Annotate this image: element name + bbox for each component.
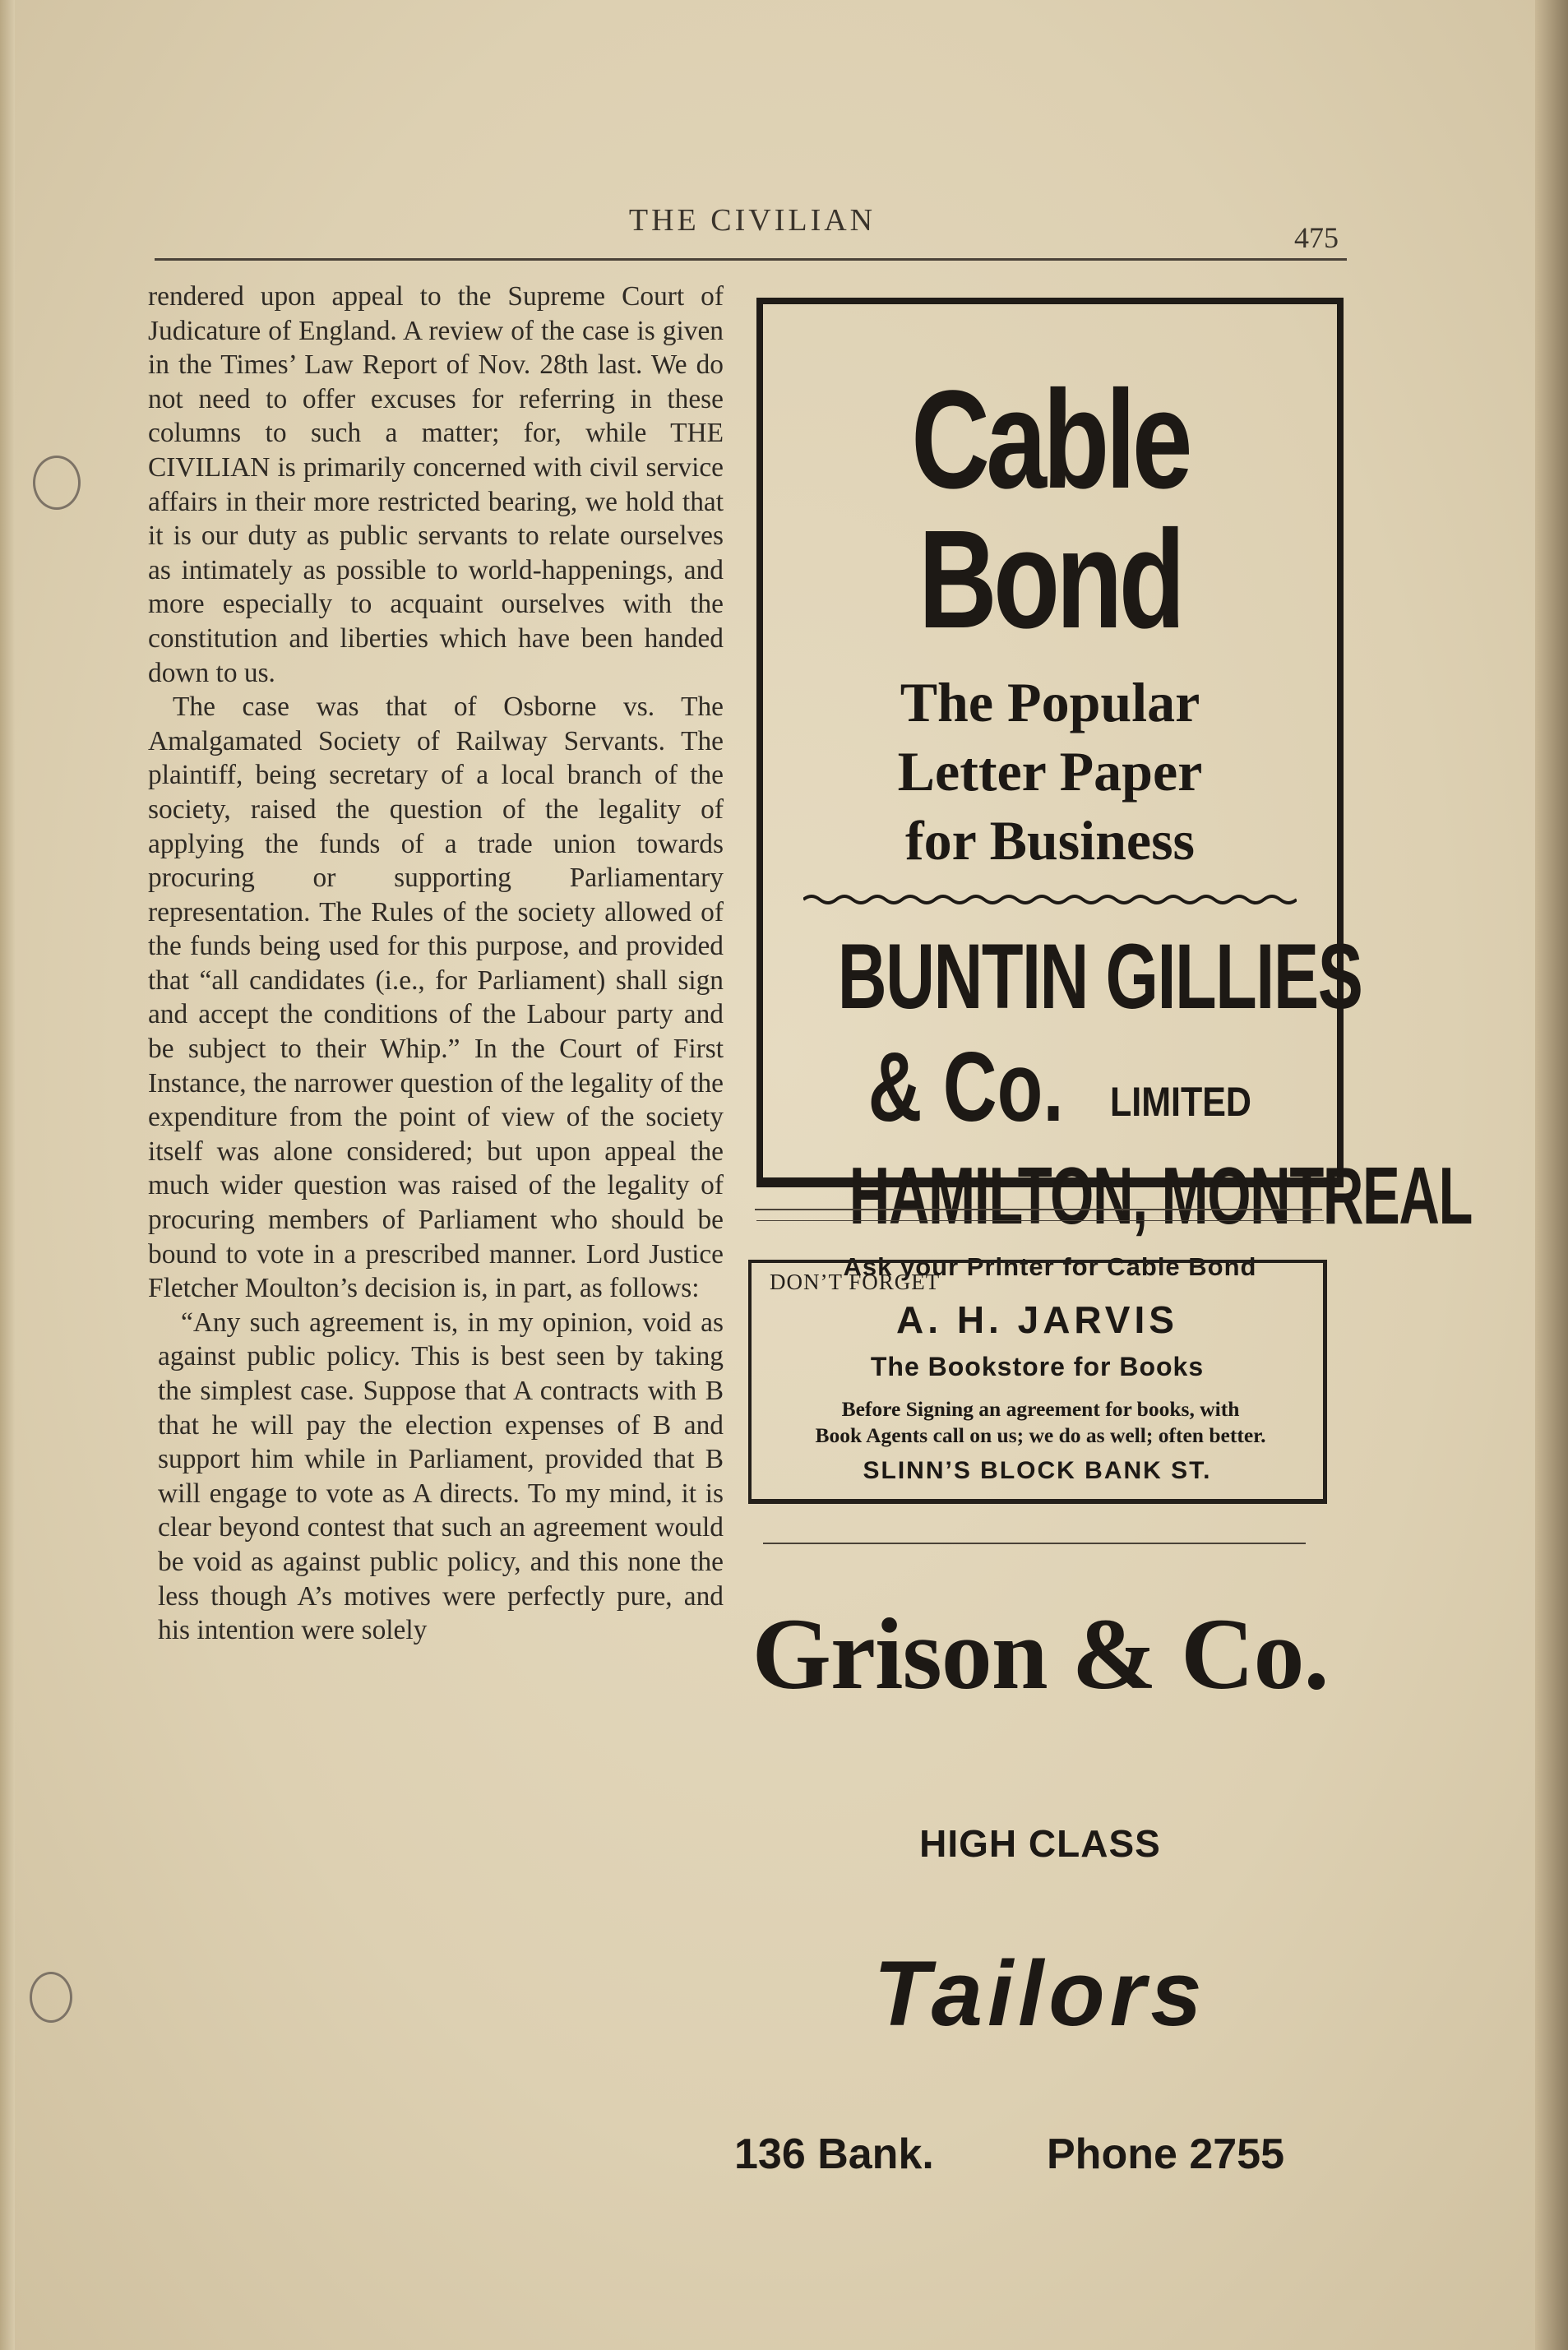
grison-name: Grison & Co. <box>752 1598 1329 1710</box>
jarvis-name: A. H. JARVIS <box>896 1298 1178 1341</box>
jarvis-ad <box>748 1260 1327 1504</box>
page-number: 475 <box>1294 221 1339 254</box>
article-paragraph-1: rendered upon appeal to the Supreme Court of Judicature of England. A review of the case is given in the Times’ Law Report of Nov. 28th last. We do not need to offer excuses for referring in these columns to such a matter; for, while THE CIVILIAN is primarily concerned with civil service affairs in their more restricted bearing, we hold that it is our duty as public servants to relate ourselves as intimately as possible to world-happenings, and more especially to acquaint ourselves with the constitution and liberties which have been handed down to us. <box>148 281 724 688</box>
jarvis-address: SLINN’S BLOCK BANK ST. <box>863 1457 1212 1484</box>
jarvis-body-line: Book Agents call on us; we do as well; often better. <box>815 1423 1266 1447</box>
page-left-edge <box>0 0 15 2350</box>
divider-rule <box>756 1220 1324 1221</box>
binding-hole-top <box>33 456 81 510</box>
wavy-divider-icon <box>803 890 1297 909</box>
cable-bond-subtitle-line: for Business <box>904 809 1196 872</box>
binding-hole-bottom <box>30 1972 72 2023</box>
cable-bond-subtitle-line: Letter Paper <box>897 740 1203 803</box>
cable-bond-company: BUNTIN GILLIES <box>837 925 1362 1028</box>
header-rule <box>155 258 1347 261</box>
page-right-edge <box>1535 0 1568 2350</box>
article-column <box>148 280 724 1648</box>
grison-line1: HIGH CLASS <box>919 1822 1161 1865</box>
jarvis-body-line: Before Signing an agreement for books, with <box>841 1397 1240 1421</box>
grison-contact <box>734 2130 1326 2179</box>
cable-bond-subtitle <box>763 668 1337 875</box>
cable-bond-title: Cable Bond <box>911 362 1189 658</box>
cable-bond-limited: LIMITED <box>1109 1079 1251 1125</box>
cable-bond-company-co <box>763 1030 1337 1144</box>
cable-bond-subtitle-line: The Popular <box>900 671 1200 733</box>
divider-rule <box>763 1543 1306 1544</box>
cable-bond-ad <box>756 298 1472 1281</box>
grison-phone: Phone 2755 <box>1047 2130 1285 2178</box>
cable-bond-cities: HAMILTON, MONTREAL <box>849 1150 1472 1241</box>
article-paragraph-2: The case was that of Osborne vs. The Amalgamated Society of Railway Servants. The plaintiff, being secretary of a local branch of the society, raised the question of the legality of applying the funds of a trade union towards procuring or supporting Parliamentary representation. The Rules of the society allowed of the funds being used for this purpose, and provided that “all candidates (i.e., for Parliament) shall sign and accept the conditions of the Labour party and be subject to their Whip.” In the Court of First Instance, the narrower question of the legality of the expenditure from the point of view of the society itself was alone considered; but upon appeal the much wider question was raised of the legality of procuring members of Parliament who should be bound to vote in a prescribed manner. Lord Justice Fletcher Moulton’s decision is, in part, as follows: <box>148 692 724 1304</box>
grison-line2: Tailors <box>873 1942 1207 2045</box>
cable-bond-co: & Co. <box>867 1032 1064 1142</box>
grison-address: 136 Bank. <box>734 2130 934 2178</box>
jarvis-body <box>763 1396 1318 1449</box>
jarvis-tagline: The Bookstore for Books <box>870 1352 1205 1381</box>
running-title: THE CIVILIAN <box>628 203 877 238</box>
article-quote: “Any such agreement is, in my opinion, void as against public policy. This is best seen by taking the simplest case. Suppose that A contracts with B that he will pay the election expenses of B and support him while in Parliament, provided that B will engage to vote as A directs. To my mind, it is clear beyond contest that such an agreement would be void as against public policy, and this none the less though A’s motives were perfectly pure, and his intention were solely <box>158 1307 724 1646</box>
cable-bond-tagline: Ask your Printer for Cable Bond <box>843 1252 1257 1281</box>
jarvis-kicker: DON’T FORGET <box>770 1270 941 1294</box>
divider-rule <box>755 1209 1322 1210</box>
